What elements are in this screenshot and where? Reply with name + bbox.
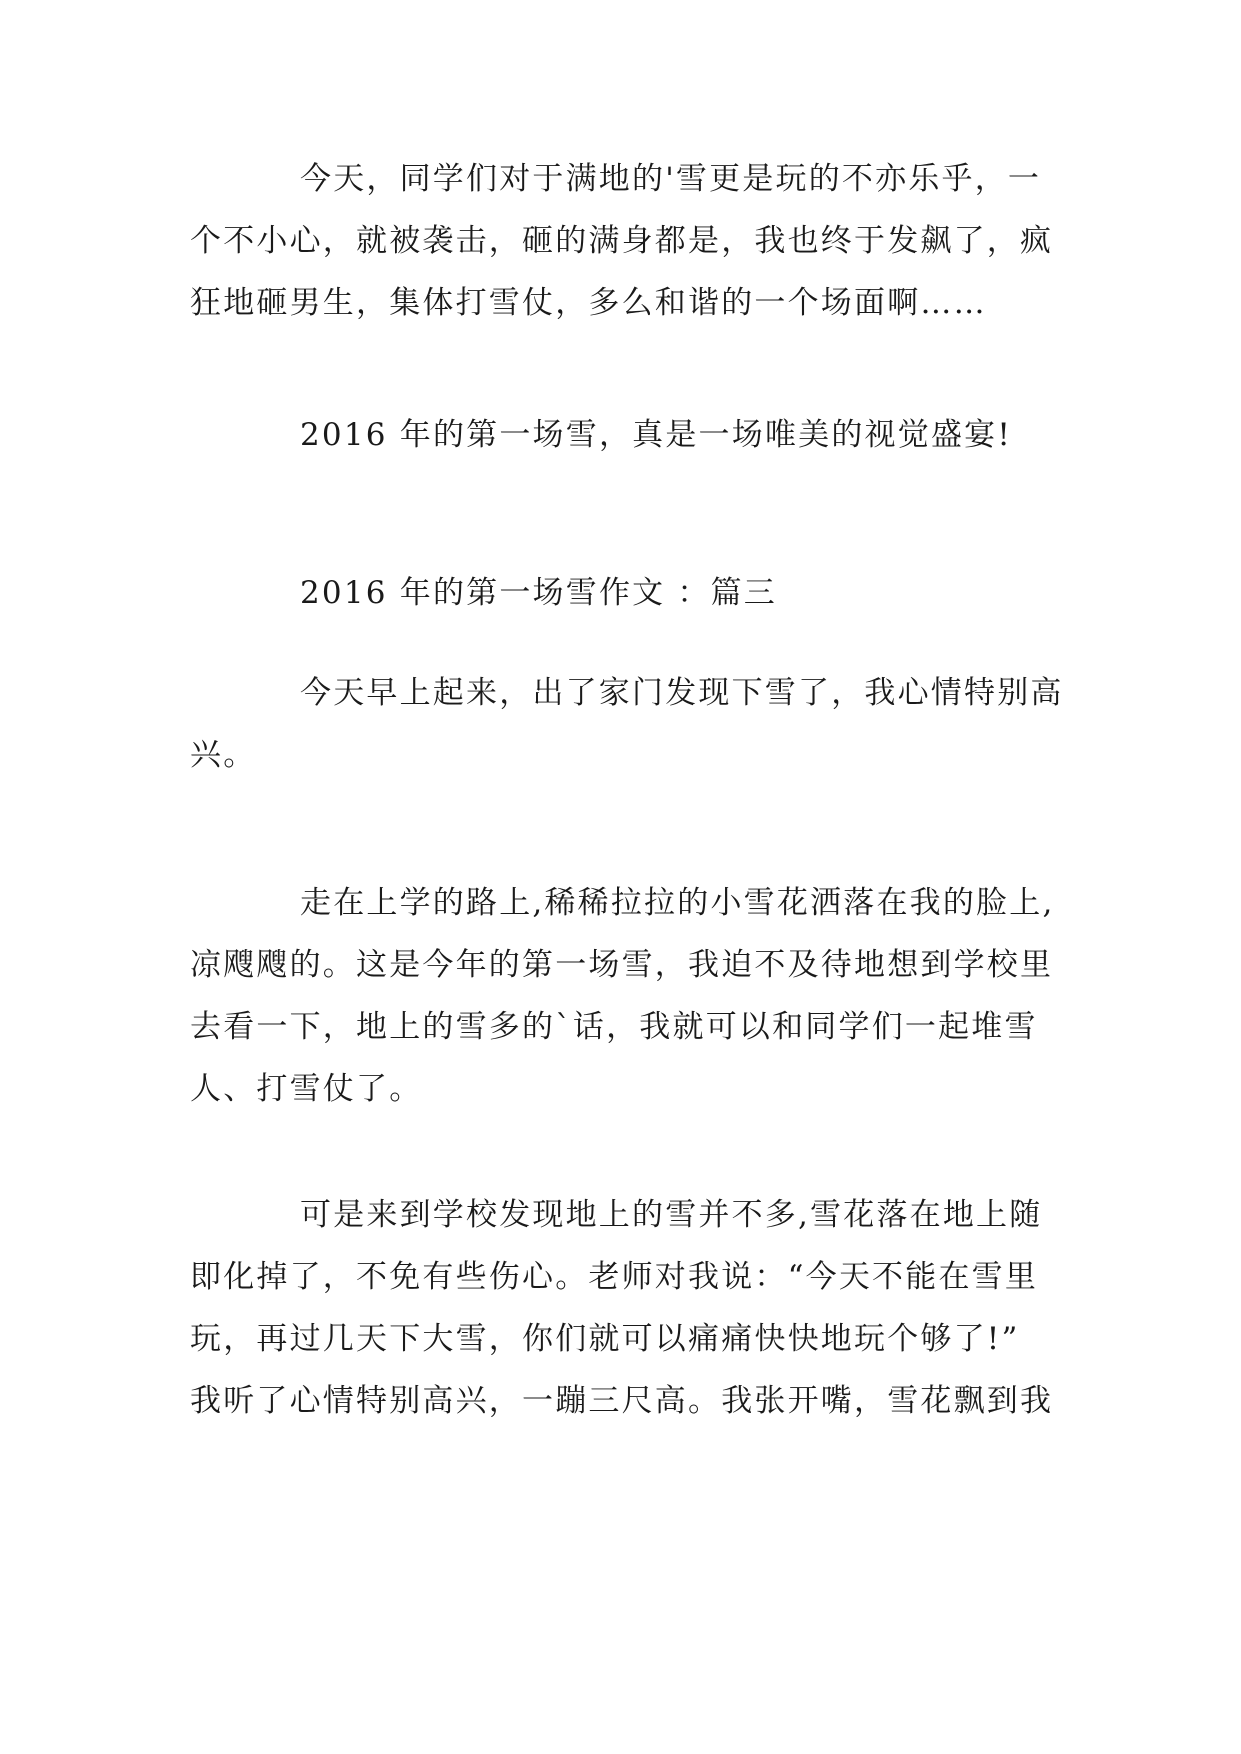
text-line: 兴。 — [190, 737, 257, 773]
text-line: 即化掉了，不免有些伤心。老师对我说：“今天不能在雪里 — [190, 1259, 1039, 1295]
paragraph-visual-feast — [190, 404, 1060, 466]
text-line: 个不小心，就被袭击，砸的满身都是，我也终于发飙了，疯 — [190, 223, 1054, 259]
paragraph-morning — [190, 662, 1064, 786]
text-line: 2016 年的第一场雪，真是一场唯美的视觉盛宴! — [300, 417, 1013, 453]
text-line: 凉飕飕的。这是今年的第一场雪，我迫不及待地想到学校里 — [190, 947, 1054, 983]
text-line: 人、打雪仗了。 — [190, 1071, 423, 1107]
text-line: 2016 年的第一场雪作文 ：篇三 — [300, 575, 777, 611]
text-line: 今天早上起来，出了家门发现下雪了，我心情特别高 — [300, 675, 1064, 711]
paragraph-at-school — [190, 1184, 1060, 1432]
paragraph-way-to-school — [190, 872, 1060, 1120]
text-line: 狂地砸男生，集体打雪仗，多么和谐的一个场面啊…… — [190, 285, 987, 321]
text-line: 玩，再过几天下大雪，你们就可以痛痛快快地玩个够了!” — [190, 1321, 1020, 1357]
text-line: 可是来到学校发现地上的雪并不多,雪花落在地上随 — [300, 1197, 1043, 1233]
text-line: 我听了心情特别高兴，一蹦三尺高。我张开嘴，雪花飘到我 — [190, 1383, 1054, 1419]
paragraph-snow-fight — [190, 148, 1060, 334]
section-heading-part-three — [190, 562, 1060, 624]
text-line: 走在上学的路上,稀稀拉拉的小雪花洒落在我的脸上, — [300, 885, 1055, 921]
text-line: 去看一下，地上的雪多的`话，我就可以和同学们一起堆雪 — [190, 1009, 1038, 1045]
text-line: 今天，同学们对于满地的'雪更是玩的不亦乐乎，一 — [300, 161, 1042, 197]
